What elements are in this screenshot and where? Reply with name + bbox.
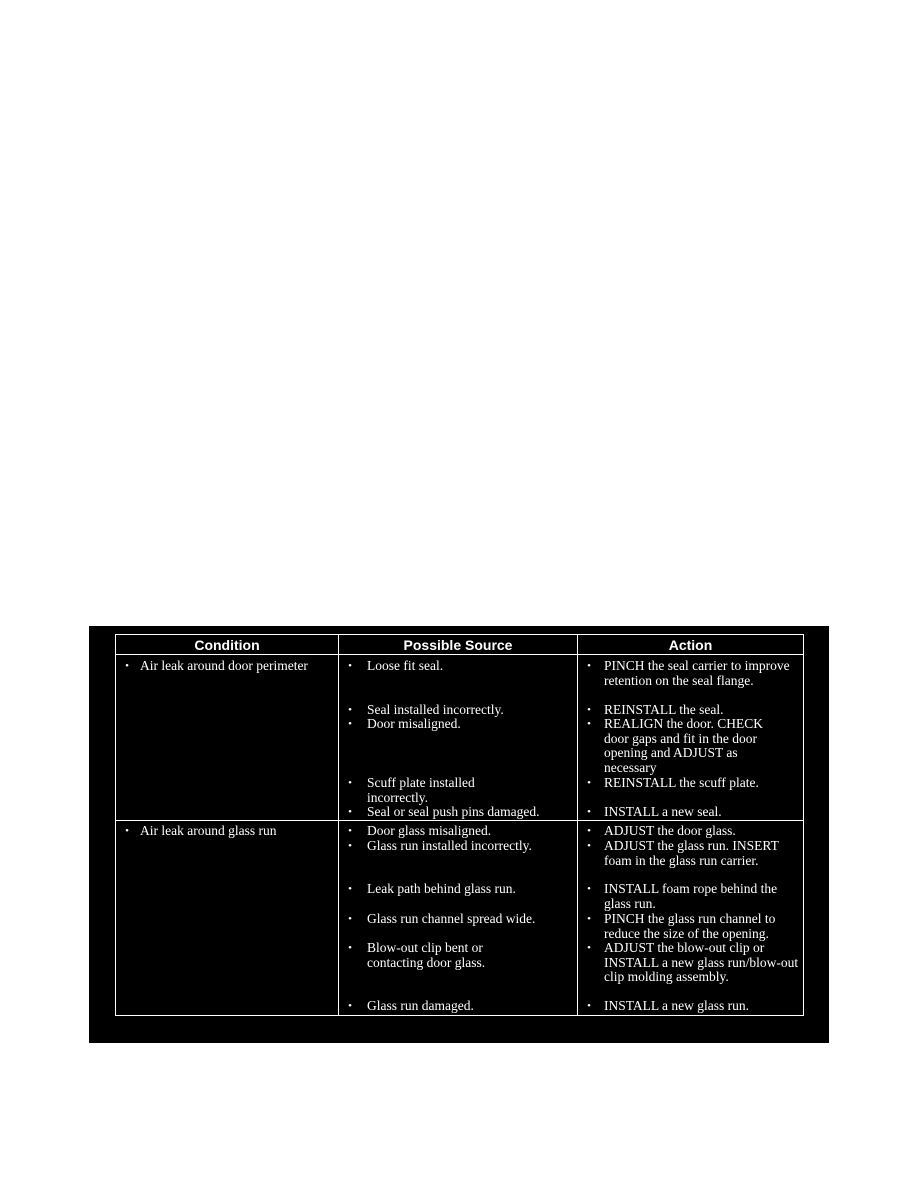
bullet-icon: • xyxy=(587,660,591,672)
source-entry xyxy=(339,824,573,839)
condition-text: Air leak around door perimeter xyxy=(140,658,308,673)
bullet-icon: • xyxy=(587,913,591,925)
action-text: REALIGN the door. CHECK door gaps and fit in the door opening and ADJUST as necessary xyxy=(604,716,763,775)
source-entry xyxy=(339,717,573,732)
source-text: Seal or seal push pins damaged. xyxy=(367,804,540,819)
bullet-icon: • xyxy=(587,942,591,954)
source-entry xyxy=(339,839,573,854)
bullet-icon: • xyxy=(125,825,129,837)
source-entry xyxy=(339,659,573,674)
condition-entry xyxy=(116,659,334,674)
scanned-table-panel xyxy=(89,626,829,1043)
source-entry xyxy=(339,776,487,805)
bullet-icon: • xyxy=(348,840,352,852)
bullet-icon: • xyxy=(587,718,591,730)
source-text: Glass run damaged. xyxy=(367,998,474,1013)
bullet-icon: • xyxy=(348,883,352,895)
bullet-icon: • xyxy=(587,883,591,895)
condition-cell xyxy=(116,821,339,1016)
source-text: Leak path behind glass run. xyxy=(367,881,516,896)
source-text: Door misaligned. xyxy=(367,716,461,731)
bullet-icon: • xyxy=(125,660,129,672)
header-row xyxy=(116,635,804,655)
action-entry xyxy=(578,659,791,688)
action-entry xyxy=(578,941,799,985)
action-text: ADJUST the blow-out clip or INSTALL a new glass run/blow-out clip molding assembly. xyxy=(604,940,799,985)
source-text: Glass run installed incorrectly. xyxy=(367,838,532,853)
action-entry xyxy=(578,717,787,775)
bullet-icon: • xyxy=(348,660,352,672)
source-entry xyxy=(339,882,573,897)
source-entry xyxy=(339,912,573,927)
action-cell xyxy=(578,655,804,821)
bullet-icon: • xyxy=(348,777,352,789)
source-text: Scuff plate installed incorrectly. xyxy=(367,775,475,805)
action-text: PINCH the glass run channel to reduce the size of the opening. xyxy=(604,911,776,941)
action-entry xyxy=(578,824,799,839)
bullet-icon: • xyxy=(348,825,352,837)
source-entry xyxy=(339,805,573,820)
diagnosis-table xyxy=(115,634,804,1016)
source-text: Seal installed incorrectly. xyxy=(367,702,504,717)
bullet-icon: • xyxy=(587,704,591,716)
table-row xyxy=(116,821,804,1016)
action-text: INSTALL a new glass run. xyxy=(604,998,750,1013)
condition-cell xyxy=(116,655,339,821)
action-text: INSTALL foam rope behind the glass run. xyxy=(604,881,778,911)
action-text: PINCH the seal carrier to improve retention on the seal flange. xyxy=(604,658,790,688)
action-text: ADJUST the door glass. xyxy=(604,823,736,838)
action-text: INSTALL a new seal. xyxy=(604,804,722,819)
bullet-icon: • xyxy=(348,913,352,925)
source-cell xyxy=(339,655,578,821)
bullet-icon: • xyxy=(348,806,352,818)
action-text: ADJUST the glass run. INSERT foam in the glass run carrier. xyxy=(604,838,779,868)
action-entry xyxy=(578,839,799,868)
header-possible-source: Possible Source xyxy=(339,635,578,655)
table-row xyxy=(116,655,804,821)
header-condition: Condition xyxy=(116,635,339,655)
bullet-icon: • xyxy=(587,806,591,818)
bullet-icon: • xyxy=(348,1000,352,1012)
source-cell xyxy=(339,821,578,1016)
action-cell xyxy=(578,821,804,1016)
bullet-icon: • xyxy=(587,840,591,852)
source-entry xyxy=(339,941,497,970)
action-entry xyxy=(578,912,799,941)
action-entry xyxy=(578,882,781,911)
action-text: REINSTALL the seal. xyxy=(604,702,724,717)
action-entry xyxy=(578,805,799,820)
source-entry xyxy=(339,999,573,1014)
condition-entry xyxy=(116,824,334,839)
source-text: Loose fit seal. xyxy=(367,658,444,673)
source-text: Blow-out clip bent or contacting door glass. xyxy=(367,940,486,970)
bullet-icon: • xyxy=(348,942,352,954)
bullet-icon: • xyxy=(587,825,591,837)
action-entry xyxy=(578,999,799,1014)
header-action: Action xyxy=(578,635,804,655)
action-entry xyxy=(578,776,799,791)
bullet-icon: • xyxy=(348,704,352,716)
bullet-icon: • xyxy=(587,1000,591,1012)
source-text: Door glass misaligned. xyxy=(367,823,492,838)
source-text: Glass run channel spread wide. xyxy=(367,911,536,926)
action-text: REINSTALL the scuff plate. xyxy=(604,775,759,790)
condition-text: Air leak around glass run xyxy=(140,823,277,838)
bullet-icon: • xyxy=(348,718,352,730)
bullet-icon: • xyxy=(587,777,591,789)
